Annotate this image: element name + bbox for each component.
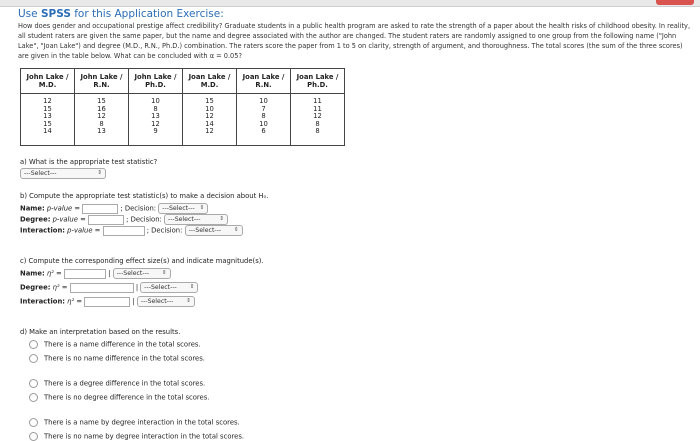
b-degree-pvalue-label: p-value = [52, 215, 86, 224]
table-cell-col-6: 11 11 12 8 8 [291, 94, 345, 146]
option-degree-difference[interactable]: There is a degree difference in the total scores. [29, 379, 205, 388]
scores-table [20, 68, 345, 146]
table-header-row [21, 69, 345, 94]
option-no-name-difference[interactable]: There is no name difference in the total scores. [29, 354, 205, 363]
select-arrows-icon: ⇕ [219, 216, 224, 222]
select-arrows-icon: ⇕ [189, 284, 195, 290]
interaction-eta-input[interactable] [84, 297, 130, 307]
radio-button[interactable] [29, 393, 38, 402]
c-degree-row: Degree: η² = | ---Select--- ⇕ [20, 282, 198, 293]
c-name-eta-label: η² = [46, 269, 62, 278]
name-magnitude-select[interactable]: ---Select--- ⇕ [113, 268, 171, 279]
b-interaction-row [20, 225, 243, 236]
question-b [20, 192, 268, 200]
top-pill [656, 0, 694, 5]
b-degree-row [20, 214, 228, 225]
question-c-text: c) Compute the corresponding effect size(s) and indicate magnitude(s). [20, 257, 264, 265]
option-interaction[interactable]: There is a name by degree interaction in the total scores. [29, 418, 240, 427]
question-b-text: b) Compute the appropriate test statistic(s) to make a decision about H₀. [20, 192, 269, 200]
question-d [20, 328, 180, 336]
b-name-pvalue-label: p-value = [46, 204, 81, 213]
test-statistic-select[interactable]: ---Select--- ⇕ [20, 168, 106, 179]
b-name-label: Name: [20, 204, 45, 213]
exercise-title: Use SPSS for this Application Exercise: [18, 8, 224, 20]
b-name-decision-label: ; Decision: [120, 204, 157, 213]
select-arrows-icon: ⇕ [186, 298, 191, 304]
b-degree-decision-label: ; Decision: [126, 215, 162, 224]
c-degree-label: Degree: [20, 283, 51, 292]
question-d-text: d) Make an interpretation based on the results. [20, 328, 181, 336]
interaction-magnitude-select[interactable]: ---Select--- ⇕ [137, 296, 195, 307]
b-interaction-label: Interaction: [20, 226, 65, 235]
test-statistic-row [20, 168, 106, 179]
browser-top-strip [0, 0, 700, 7]
c-name-label: Name: [20, 269, 45, 278]
b-interaction-pvalue-label: p-value = [67, 226, 101, 235]
select-arrows-icon: ⇕ [233, 227, 239, 233]
option-name-difference[interactable]: There is a name difference in the total scores. [29, 340, 201, 349]
radio-button[interactable] [29, 379, 38, 388]
name-eta-input[interactable] [64, 269, 106, 279]
c-name-row: Name: η² = | ---Select--- ⇕ [20, 268, 171, 279]
spss-label: SPSS [40, 8, 71, 20]
name-pvalue-input[interactable] [82, 204, 118, 214]
exercise-panel [18, 8, 694, 146]
c-interaction-eta-label: η² = [67, 297, 83, 306]
header-john-phd: John Lake / Ph.D. [129, 69, 183, 94]
option-no-interaction[interactable]: There is no name by degree interaction in the total scores. [29, 432, 244, 441]
interaction-decision-select[interactable]: ---Select--- ⇕ [185, 225, 243, 236]
select-arrows-icon: ⇕ [97, 170, 102, 176]
interaction-pvalue-input[interactable] [103, 226, 145, 236]
table-cell-col-2: 15 16 12 8 13 [75, 94, 129, 146]
name-decision-select[interactable]: ---Select--- ⇕ [158, 203, 208, 214]
radio-button[interactable] [29, 354, 38, 363]
table-cell-col-1: 12 15 13 15 14 [21, 94, 75, 146]
c-interaction-row: Interaction: η² = | ---Select--- ⇕ [20, 296, 195, 307]
header-joan-rn: Joan Lake / R.N. [237, 69, 291, 94]
b-name-row [20, 203, 208, 214]
question-a [20, 158, 157, 166]
degree-pvalue-input[interactable] [88, 215, 124, 225]
table-row [21, 94, 345, 146]
b-interaction-decision-label: ; Decision: [146, 226, 183, 235]
option-no-degree-difference[interactable]: There is no degree difference in the total scores. [29, 393, 209, 402]
radio-button[interactable] [29, 418, 38, 427]
c-interaction-label: Interaction: [20, 297, 65, 306]
degree-magnitude-select[interactable]: ---Select--- ⇕ [140, 282, 198, 293]
select-arrows-icon: ⇕ [199, 205, 205, 211]
radio-button[interactable] [29, 340, 38, 349]
c-degree-eta-label: η² = [52, 283, 68, 292]
table-cell-col-3: 10 8 13 12 9 [129, 94, 183, 146]
header-joan-md: Joan Lake / M.D. [183, 69, 237, 94]
table-cell-col-5: 10 7 8 10 6 [237, 94, 291, 146]
question-a-text: a) What is the appropriate test statistic? [20, 158, 158, 166]
question-c [20, 257, 264, 265]
header-joan-phd: Joan Lake / Ph.D. [291, 69, 345, 94]
degree-eta-input[interactable] [70, 283, 134, 293]
b-degree-label: Degree: [20, 215, 51, 224]
select-arrows-icon: ⇕ [161, 270, 167, 276]
exercise-description: How does gender and occupational prestige affect credibility? Graduate students in a public health program are asked to rate the strength of a paper about the health risks of childhood obesity. In reality, all student raters are given the same paper, but the name and degree associated with the author are changed. The student raters are randomly assigned to one group from the following name ("John Lake", "Joan Lake") and degree (M.D., R.N., Ph.D.) combination. The raters score the paper from 1 to 5 on clarity, strength of argument, and thoroughness. The total scores (the sum of the three scores) are given in the table below. What can be concluded with α = 0.05? [18, 22, 691, 60]
header-john-md: John Lake / M.D. [21, 69, 75, 94]
table-cell-col-4: 15 10 12 14 12 [183, 94, 237, 146]
degree-decision-select[interactable]: ---Select--- ⇕ [164, 214, 228, 225]
header-john-rn: John Lake / R.N. [75, 69, 129, 94]
